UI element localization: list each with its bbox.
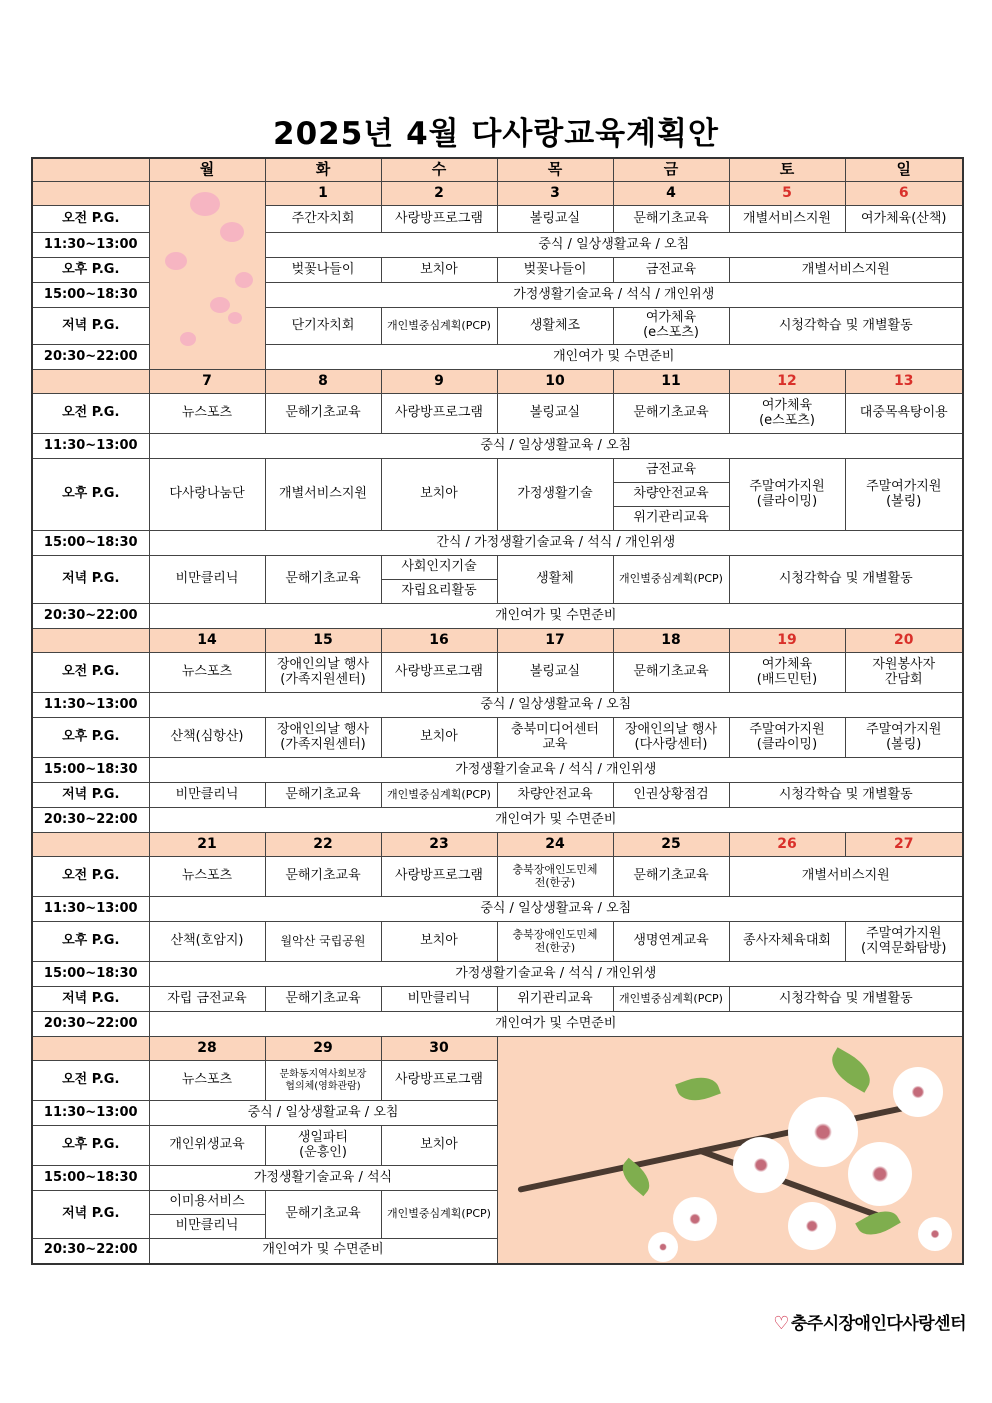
evening-label: 저녁 P.G.	[32, 987, 149, 1012]
date-cell: 7	[149, 370, 265, 394]
week3-snack-row	[32, 758, 963, 783]
date-cell: 29	[265, 1037, 381, 1061]
program-cell: 문해기초교육	[265, 783, 381, 808]
date-cell-sun: 6	[845, 182, 963, 206]
date-cell-sun: 13	[845, 370, 963, 394]
program-cell: 문해기초교육	[613, 206, 729, 233]
program-cell: 문해기초교육	[265, 556, 381, 604]
date-cell: 14	[149, 629, 265, 653]
program-cell: 차량안전교육	[497, 783, 613, 808]
program-cell: 시청각학습 및 개별활동	[729, 308, 963, 345]
date-cell: 15	[265, 629, 381, 653]
snack-time-label: 15:00~18:30	[32, 962, 149, 987]
program-cell: 위기관리교육	[613, 507, 729, 531]
program-cell: 개인별중심계획(PCP)	[381, 308, 497, 345]
program-cell: 개인위생교육	[149, 1126, 265, 1166]
lunch-cell: 중식 / 일상생활교육 / 오침	[265, 233, 963, 258]
week3-evening-row	[32, 783, 963, 808]
program-cell: 자원봉사자 간담회	[845, 653, 963, 693]
program-cell: 충북장애인도민체 전(한궁)	[497, 857, 613, 897]
date-cell: 3	[497, 182, 613, 206]
date-cell: 24	[497, 833, 613, 857]
program-cell: 비만클리닉	[381, 987, 497, 1012]
night-cell: 개인여가 및 수면준비	[149, 604, 963, 629]
date-cell: 9	[381, 370, 497, 394]
week-label-blank	[32, 833, 149, 857]
program-cell: 볼링교실	[497, 394, 613, 434]
week4-snack-row	[32, 962, 963, 987]
program-cell: 충북장애인도민체 전(한궁)	[497, 922, 613, 962]
program-cell: 인권상황점검	[613, 783, 729, 808]
program-cell: 생일파티 (운흥인)	[265, 1126, 381, 1166]
date-cell: 4	[613, 182, 729, 206]
night-time-label: 20:30~22:00	[32, 1012, 149, 1037]
program-cell: 장애인의날 행사 (가족지원센터)	[265, 718, 381, 758]
week4-morning-row	[32, 857, 963, 897]
week4-afternoon-row	[32, 922, 963, 962]
program-cell: 충북미디어센터 교육	[497, 718, 613, 758]
page-title: 2025년 4월 다사랑교육계획안	[273, 116, 719, 152]
night-time-label: 20:30~22:00	[32, 345, 149, 370]
program-cell: 뉴스포츠	[149, 857, 265, 897]
program-cell: 사랑방프로그램	[381, 653, 497, 693]
date-cell: 28	[149, 1037, 265, 1061]
program-cell: 생활체	[497, 556, 613, 604]
program-cell: 자립요리활동	[381, 580, 497, 604]
program-cell: 벚꽃나들이	[497, 258, 613, 283]
program-cell: 보치아	[381, 459, 497, 531]
program-cell: 개별서비스지원	[729, 206, 845, 233]
week3-night-row	[32, 808, 963, 833]
date-cell: 1	[265, 182, 381, 206]
center-footer	[773, 1309, 966, 1334]
program-cell: 볼링교실	[497, 206, 613, 233]
morning-label: 오전 P.G.	[32, 1061, 149, 1101]
program-cell: 개별서비스지원	[265, 459, 381, 531]
cherry-blossom-photo	[149, 182, 265, 370]
night-cell: 개인여가 및 수면준비	[149, 1239, 497, 1264]
lunch-time-label: 11:30~13:00	[32, 897, 149, 922]
week3-lunch-row	[32, 693, 963, 718]
program-cell: 보치아	[381, 258, 497, 283]
morning-label: 오전 P.G.	[32, 857, 149, 897]
snack-time-label: 15:00~18:30	[32, 1166, 149, 1191]
week2-dates-row	[32, 370, 963, 394]
snack-cell: 가정생활기술교육 / 석식 / 개인위생	[265, 283, 963, 308]
program-cell: 시청각학습 및 개별활동	[729, 987, 963, 1012]
lunch-time-label: 11:30~13:00	[32, 1101, 149, 1126]
program-cell: 금전교육	[613, 258, 729, 283]
lunch-time-label: 11:30~13:00	[32, 233, 149, 258]
week5-dates-row	[32, 1037, 963, 1061]
evening-label: 저녁 P.G.	[32, 556, 149, 604]
night-cell: 개인여가 및 수면준비	[149, 1012, 963, 1037]
white-blossom-photo	[497, 1037, 963, 1264]
date-cell-sun: 20	[845, 629, 963, 653]
week-label-blank	[32, 629, 149, 653]
program-cell: 개인별중심계획(PCP)	[381, 1191, 497, 1239]
program-cell: 문해기초교육	[265, 1191, 381, 1239]
week4-lunch-row	[32, 897, 963, 922]
program-cell: 개별서비스지원	[729, 857, 963, 897]
date-cell: 10	[497, 370, 613, 394]
program-cell: 장애인의날 행사 (가족지원센터)	[265, 653, 381, 693]
date-cell: 18	[613, 629, 729, 653]
program-cell: 시청각학습 및 개별활동	[729, 556, 963, 604]
program-cell: 사랑방프로그램	[381, 857, 497, 897]
week3-morning-row	[32, 653, 963, 693]
date-cell-sat: 12	[729, 370, 845, 394]
program-cell: 자립 금전교육	[149, 987, 265, 1012]
week4-night-row	[32, 1012, 963, 1037]
date-cell: 2	[381, 182, 497, 206]
program-cell: 보치아	[381, 922, 497, 962]
lunch-cell: 중식 / 일상생활교육 / 오침	[149, 1101, 497, 1126]
program-cell: 가정생활기술	[497, 459, 613, 531]
program-cell: 문해기초교육	[265, 857, 381, 897]
center-name: 충주시장애인다사랑센터	[790, 1314, 966, 1334]
program-cell: 뉴스포츠	[149, 394, 265, 434]
program-cell: 개인별중심계획(PCP)	[613, 987, 729, 1012]
program-cell: 여가체육 (e스포츠)	[613, 308, 729, 345]
program-cell: 문해기초교육	[265, 394, 381, 434]
program-cell: 생활체조	[497, 308, 613, 345]
snack-time-label: 15:00~18:30	[32, 283, 149, 308]
program-cell: 비만클리닉	[149, 556, 265, 604]
program-cell: 단기자치회	[265, 308, 381, 345]
date-cell: 16	[381, 629, 497, 653]
program-cell: 산책(호암지)	[149, 922, 265, 962]
weekday-header-row	[32, 158, 963, 182]
program-cell: 차량안전교육	[613, 483, 729, 507]
day-thu: 목	[497, 158, 613, 182]
program-cell: 대중목욕탕이용	[845, 394, 963, 434]
program-cell: 사회인지기술	[381, 556, 497, 580]
evening-label: 저녁 P.G.	[32, 308, 149, 345]
program-cell: 주말여가지원 (지역문화탐방)	[845, 922, 963, 962]
week2-night-row	[32, 604, 963, 629]
program-cell: 보치아	[381, 718, 497, 758]
morning-label: 오전 P.G.	[32, 394, 149, 434]
week2-morning-row	[32, 394, 963, 434]
program-cell: 문해기초교육	[265, 987, 381, 1012]
snack-time-label: 15:00~18:30	[32, 531, 149, 556]
program-cell: 장애인의날 행사 (다사랑센터)	[613, 718, 729, 758]
program-cell: 개인별중심계획(PCP)	[381, 783, 497, 808]
week3-afternoon-row	[32, 718, 963, 758]
program-cell: 주말여가지원 (볼링)	[845, 718, 963, 758]
week-label-blank	[32, 1037, 149, 1061]
day-sun: 일	[845, 158, 963, 182]
program-cell: 주말여가지원 (클라이밍)	[729, 459, 845, 531]
program-cell: 문해기초교육	[613, 857, 729, 897]
night-cell: 개인여가 및 수면준비	[149, 808, 963, 833]
program-cell: 뉴스포츠	[149, 1061, 265, 1101]
program-cell: 위기관리교육	[497, 987, 613, 1012]
program-cell: 금전교육	[613, 459, 729, 483]
lunch-time-label: 11:30~13:00	[32, 434, 149, 459]
week4-dates-row	[32, 833, 963, 857]
program-cell: 여가체육(산책)	[845, 206, 963, 233]
lunch-cell: 중식 / 일상생활교육 / 오침	[149, 897, 963, 922]
program-cell: 문해기초교육	[613, 394, 729, 434]
program-cell: 문화동지역사회보장 협의체(영화관람)	[265, 1061, 381, 1101]
day-mon: 월	[149, 158, 265, 182]
program-cell: 비만클리닉	[149, 1215, 265, 1239]
week2-lunch-row	[32, 434, 963, 459]
night-cell: 개인여가 및 수면준비	[265, 345, 963, 370]
snack-cell: 간식 / 가정생활기술교육 / 석식 / 개인위생	[149, 531, 963, 556]
program-cell: 뉴스포츠	[149, 653, 265, 693]
program-cell: 주말여가지원 (클라이밍)	[729, 718, 845, 758]
date-cell-sat: 5	[729, 182, 845, 206]
afternoon-label: 오후 P.G.	[32, 718, 149, 758]
week-label-blank	[32, 370, 149, 394]
date-cell-sun: 27	[845, 833, 963, 857]
program-cell: 문해기초교육	[613, 653, 729, 693]
date-cell-sat: 19	[729, 629, 845, 653]
week2-evening-row	[32, 556, 963, 580]
snack-cell: 가정생활기술교육 / 석식 / 개인위생	[149, 962, 963, 987]
program-cell: 여가체육 (e스포츠)	[729, 394, 845, 434]
date-cell-sat: 26	[729, 833, 845, 857]
week4-evening-row	[32, 987, 963, 1012]
program-cell: 여가체육 (배드민턴)	[729, 653, 845, 693]
afternoon-label: 오후 P.G.	[32, 1126, 149, 1166]
program-cell: 사랑방프로그램	[381, 1061, 497, 1101]
program-cell: 개별서비스지원	[729, 258, 963, 283]
date-cell: 8	[265, 370, 381, 394]
date-cell: 30	[381, 1037, 497, 1061]
night-time-label: 20:30~22:00	[32, 604, 149, 629]
night-time-label: 20:30~22:00	[32, 1239, 149, 1264]
lunch-time-label: 11:30~13:00	[32, 693, 149, 718]
night-time-label: 20:30~22:00	[32, 808, 149, 833]
week-label-blank	[32, 182, 149, 206]
program-cell: 개인별중심계획(PCP)	[613, 556, 729, 604]
date-cell: 11	[613, 370, 729, 394]
program-cell: 사랑방프로그램	[381, 206, 497, 233]
week2-afternoon-row	[32, 459, 963, 483]
day-fri: 금	[613, 158, 729, 182]
program-cell: 벚꽃나들이	[265, 258, 381, 283]
lunch-cell: 중식 / 일상생활교육 / 오침	[149, 434, 963, 459]
program-cell: 주말여가지원 (볼링)	[845, 459, 963, 531]
date-cell: 25	[613, 833, 729, 857]
day-sat: 토	[729, 158, 845, 182]
corner-cell	[32, 158, 149, 182]
evening-label: 저녁 P.G.	[32, 1191, 149, 1239]
program-cell: 사랑방프로그램	[381, 394, 497, 434]
date-cell: 21	[149, 833, 265, 857]
program-cell: 다사랑나눔단	[149, 459, 265, 531]
program-cell: 이미용서비스	[149, 1191, 265, 1215]
schedule-table	[31, 157, 964, 1265]
program-cell: 시청각학습 및 개별활동	[729, 783, 963, 808]
heart-logo-icon: ♡	[773, 1313, 789, 1334]
week3-dates-row	[32, 629, 963, 653]
week1-dates-row	[32, 182, 963, 206]
program-cell: 볼링교실	[497, 653, 613, 693]
morning-label: 오전 P.G.	[32, 653, 149, 693]
afternoon-label: 오후 P.G.	[32, 922, 149, 962]
snack-cell: 가정생활기술교육 / 석식 / 개인위생	[149, 758, 963, 783]
snack-time-label: 15:00~18:30	[32, 758, 149, 783]
program-cell: 보치아	[381, 1126, 497, 1166]
snack-cell: 가정생활기술교육 / 석식	[149, 1166, 497, 1191]
afternoon-label: 오후 P.G.	[32, 258, 149, 283]
program-cell: 생명연계교육	[613, 922, 729, 962]
date-cell: 23	[381, 833, 497, 857]
date-cell: 17	[497, 629, 613, 653]
program-cell: 월악산 국립공원	[265, 922, 381, 962]
program-cell: 비만클리닉	[149, 783, 265, 808]
morning-label: 오전 P.G.	[32, 206, 149, 233]
program-cell: 주간자치회	[265, 206, 381, 233]
day-wed: 수	[381, 158, 497, 182]
evening-label: 저녁 P.G.	[32, 783, 149, 808]
afternoon-label: 오후 P.G.	[32, 459, 149, 531]
day-tue: 화	[265, 158, 381, 182]
date-cell: 22	[265, 833, 381, 857]
program-cell: 종사자체육대회	[729, 922, 845, 962]
week2-snack-row	[32, 531, 963, 556]
program-cell: 산책(심항산)	[149, 718, 265, 758]
lunch-cell: 중식 / 일상생활교육 / 오침	[149, 693, 963, 718]
